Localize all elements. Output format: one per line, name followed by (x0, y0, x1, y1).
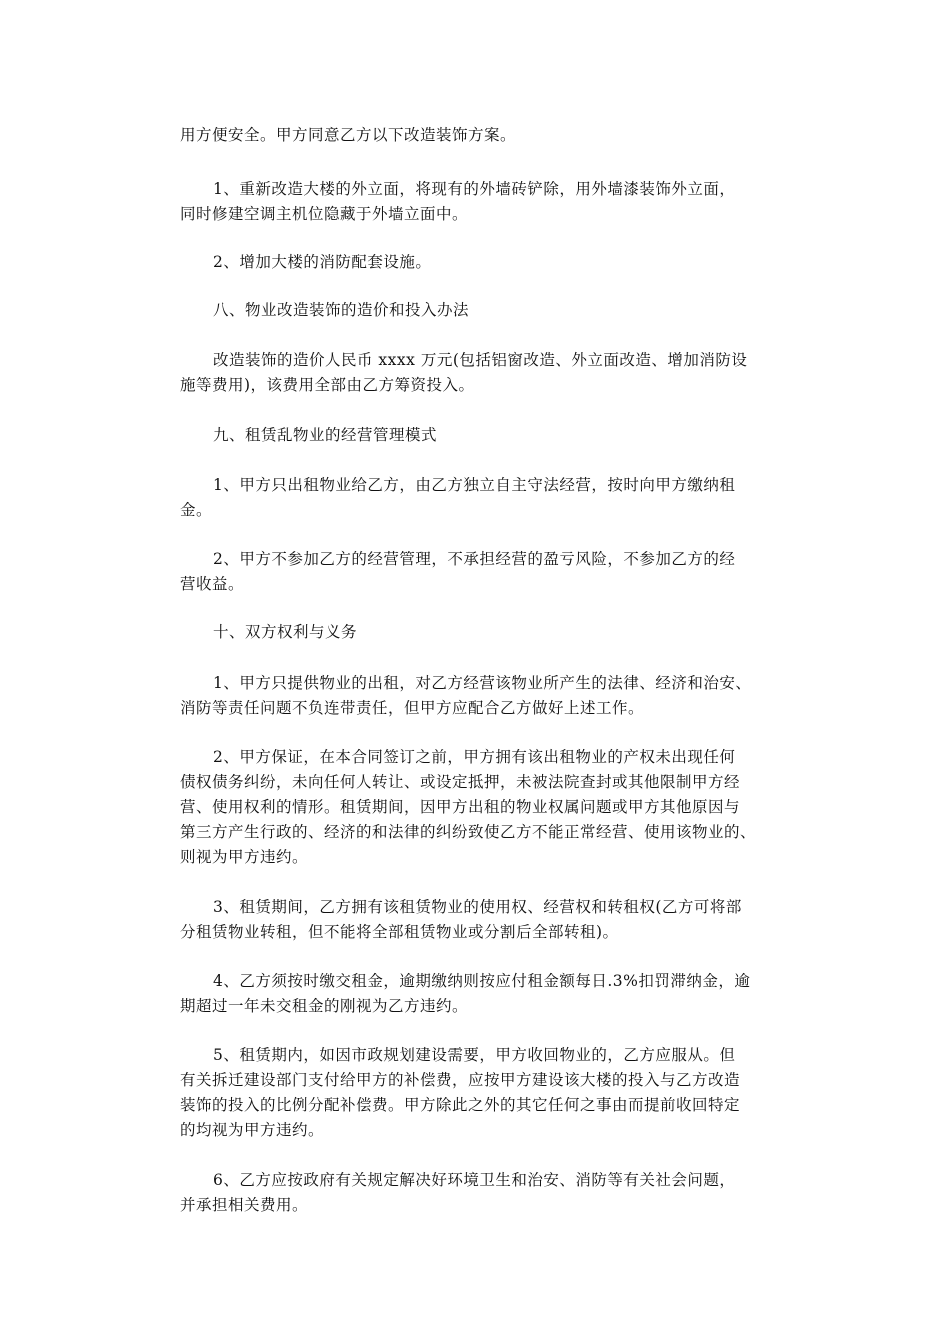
text-line: 2、甲方不参加乙方的经营管理，不承担经营的盈亏风险，不参加乙方的经 (213, 550, 736, 568)
text-line: 则视为甲方违约。 (180, 848, 309, 866)
paragraph-13 (180, 969, 780, 1019)
text-line: 并承担相关费用。 (180, 1196, 309, 1214)
text-line: 九、租赁乱物业的经营管理模式 (213, 426, 438, 444)
paragraph-8 (180, 547, 780, 597)
paragraph-12 (180, 895, 780, 945)
text-line: 的均视为甲方违约。 (180, 1121, 325, 1139)
text-line: 2、甲方保证，在本合同签订之前，甲方拥有该出租物业的产权未出现任何 (213, 748, 736, 766)
text-line: 2、增加大楼的消防配套设施。 (213, 253, 432, 271)
text-line: 用方便安全。甲方同意乙方以下改造装饰方案。 (180, 126, 517, 144)
text-line: 3、租赁期间，乙方拥有该租赁物业的使用权、经营权和转租权(乙方可将部 (213, 898, 742, 916)
paragraph-7 (180, 473, 780, 523)
paragraph-11 (180, 745, 780, 870)
text-line: 第三方产生行政的、经济的和法律的纠纷致使乙方不能正常经营、使用该物业的、 (180, 823, 757, 841)
text-line: 十、双方权利与义务 (213, 623, 358, 641)
paragraph-5 (180, 348, 780, 398)
text-line: 改造装饰的造价人民币 xxxx 万元(包括铝窗改造、外立面改造、增加消防设 (213, 351, 748, 369)
text-line: 1、甲方只提供物业的出租，对乙方经营该物业所产生的法律、经济和治安、 (213, 674, 752, 692)
text-line: 营收益。 (180, 575, 245, 593)
text-line: 消防等责任问题不负连带责任，但甲方应配合乙方做好上述工作。 (180, 699, 645, 717)
text-line: 5、租赁期内，如因市政规划建设需要，甲方收回物业的，乙方应服从。但 (213, 1046, 736, 1064)
text-line: 装饰的投入的比例分配补偿费。甲方除此之外的其它任何之事由而提前收回特定 (180, 1096, 741, 1114)
text-line: 债权债务纠纷，未向任何人转让、或设定抵押，未被法院查封或其他限制甲方经 (180, 773, 741, 791)
text-line: 同时修建空调主机位隐藏于外墙立面中。 (180, 205, 469, 223)
text-line: 施等费用)，该费用全部由乙方筹资投入。 (180, 376, 475, 394)
text-line: 有关拆迁建设部门支付给甲方的补偿费，应按甲方建设该大楼的投入与乙方改造 (180, 1071, 741, 1089)
section-heading-10 (180, 620, 780, 645)
text-line: 金。 (180, 501, 213, 519)
text-line: 6、乙方应按政府有关规定解决好环境卫生和治安、消防等有关社会问题， (213, 1171, 736, 1189)
paragraph-1 (180, 123, 780, 148)
text-line: 1、重新改造大楼的外立面，将现有的外墙砖铲除，用外墙漆装饰外立面， (213, 180, 736, 198)
paragraph-3 (180, 250, 780, 275)
text-line: 1、甲方只出租物业给乙方，由乙方独立自主守法经营，按时向甲方缴纳租 (213, 476, 736, 494)
paragraph-15 (180, 1168, 780, 1218)
text-line: 4、乙方须按时缴交租金，逾期缴纳则按应付租金额每日.3%扣罚滞纳金，逾 (213, 972, 751, 990)
paragraph-10 (180, 671, 780, 721)
text-line: 营、使用权利的情形。租赁期间，因甲方出租的物业权属问题或甲方其他原因与 (180, 798, 741, 816)
paragraph-14 (180, 1043, 780, 1143)
text-line: 八、物业改造装饰的造价和投入办法 (213, 301, 470, 319)
paragraph-2 (180, 177, 780, 227)
section-heading-8 (180, 298, 780, 323)
text-line: 分租赁物业转租，但不能将全部租赁物业或分割后全部转租)。 (180, 923, 619, 941)
text-line: 期超过一年未交租金的刚视为乙方违约。 (180, 997, 469, 1015)
section-heading-9 (180, 423, 780, 448)
